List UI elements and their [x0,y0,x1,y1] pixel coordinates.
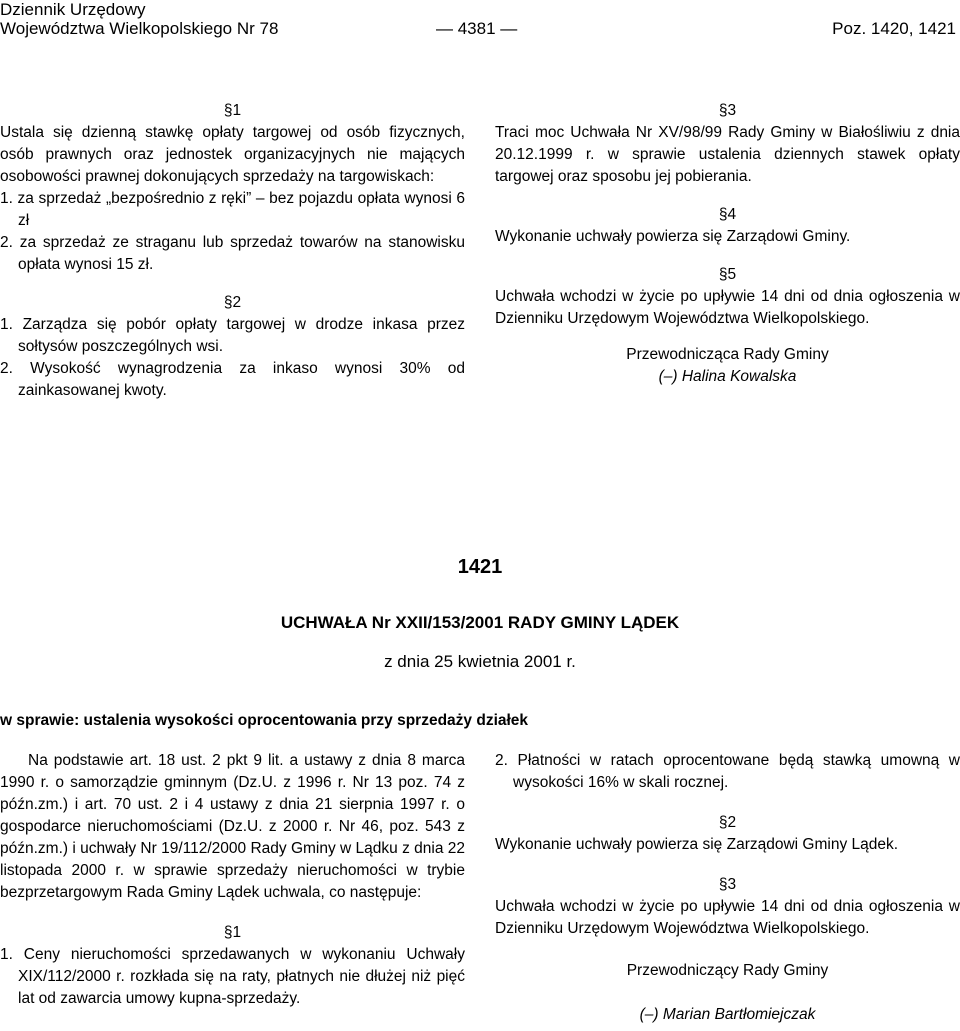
list-item: 2. za sprzedaż ze straganu lub sprzedaż towarów na stanowisku opłata wynosi 15 zł. [0,234,465,273]
section-heading: §2 [718,814,737,831]
signature-name: (–) Halina Kowalska [658,368,797,385]
section-heading: §5 [718,266,737,283]
section-heading: §1 [223,102,242,119]
signature-role: Przewodnicząca Rady Gminy [626,346,829,363]
journal-name-line1: Dziennik Urzędowy [0,0,146,19]
section-heading: §3 [718,102,737,119]
page-number: — 4381 — [436,19,518,38]
list-item: 1. Ceny nieruchomości sprzedawanych w wykonaniu Uchwały XIX/112/2000 r. rozkłada się na raty, płatnych nie dłużej niż pięć lat od zawarcia umowy kupna-sprzedaży. [0,946,465,1007]
section-heading: §1 [223,924,242,941]
section-heading: §2 [223,294,242,311]
section-text: Wykonanie uchwały powierza się Zarządowi Gminy. [495,228,851,245]
resolution-date: z dnia 25 kwietnia 2001 r. [384,652,576,671]
resolution-subject: w sprawie: ustalenia wysokości oprocentowania przy sprzedaży działek [0,712,529,729]
doc1421-left-column [0,750,465,1010]
doc1421-right-column [495,750,960,1026]
resolution-number: 1421 [457,556,503,578]
section-heading: §3 [718,876,737,893]
section-text: Uchwała wchodzi w życie po upływie 14 dni od dnia ogłoszenia w Dzienniku Urzędowym Województwa Wielkopolskiego. [495,288,960,327]
resolution-title: UCHWAŁA Nr XXII/153/2001 RADY GMINY LĄDEK [280,613,680,632]
doc1420-left-column [0,100,465,402]
journal-name-line2: Województwa Wielkopolskiego Nr 78 [0,19,279,38]
section-text: Uchwała wchodzi w życie po upływie 14 dni od dnia ogłoszenia w Dzienniku Urzędowym Województwa Wielkopolskiego. [495,898,960,937]
position-number: Poz. 1420, 1421 [832,19,956,38]
section-text: Traci moc Uchwała Nr XV/98/99 Rady Gminy w Białośliwiu z dnia 20.12.1999 r. w sprawie ustalenia dziennych stawek opłaty targowej oraz sposobu jej pobierania. [495,124,960,185]
list-item: 2. Płatności w ratach oprocentowane będą stawką umowną w wysokości 16% w skali rocznej. [495,752,960,791]
section-heading: §4 [718,206,737,223]
section-text: Wykonanie uchwały powierza się Zarządowi Gminy Lądek. [495,836,899,853]
list-item: 1. Zarządza się pobór opłaty targowej w drodze inkasa przez sołtysów poszczególnych wsi. [0,316,465,355]
list-item: 2. Wysokość wynagrodzenia za inkaso wynosi 30% od zainkasowanej kwoty. [0,360,465,399]
signature-name: (–) Marian Bartłomiejczak [639,1006,816,1023]
preamble: Na podstawie art. 18 ust. 2 pkt 9 lit. a ustawy z dnia 8 marca 1990 r. o samorządzie gminnym (Dz.U. z 1996 r. Nr 13 poz. 74 z późn.zm.) i art. 70 ust. 2 i 4 ustawy z dnia 21 sierpnia 1997 r. o gospodarce nieruchomościami (Dz.U. z 2000 r. Nr 46, poz. 543 z późn.zm.) i uchwały Nr 19/112/2000 Rady Gminy w Lądku z dnia 22 listopada 2000 r. w sprawie sprzedaży nieruchomości w trybie bezprzetargowym Rada Gminy Lądek uchwala, co następuje: [0,752,465,901]
doc1420-right-column [495,100,960,388]
signature-role: Przewodniczący Rady Gminy [626,962,829,979]
list-item: 1. za sprzedaż „bezpośrednio z ręki” – bez pojazdu opłata wynosi 6 zł [0,190,465,229]
section-intro: Ustala się dzienną stawkę opłaty targowej od osób fizycznych, osób prawnych oraz jednostek organizacyjnych nie mających osobowości prawnej dokonujących sprzedaży na targowiskach: [0,124,465,185]
